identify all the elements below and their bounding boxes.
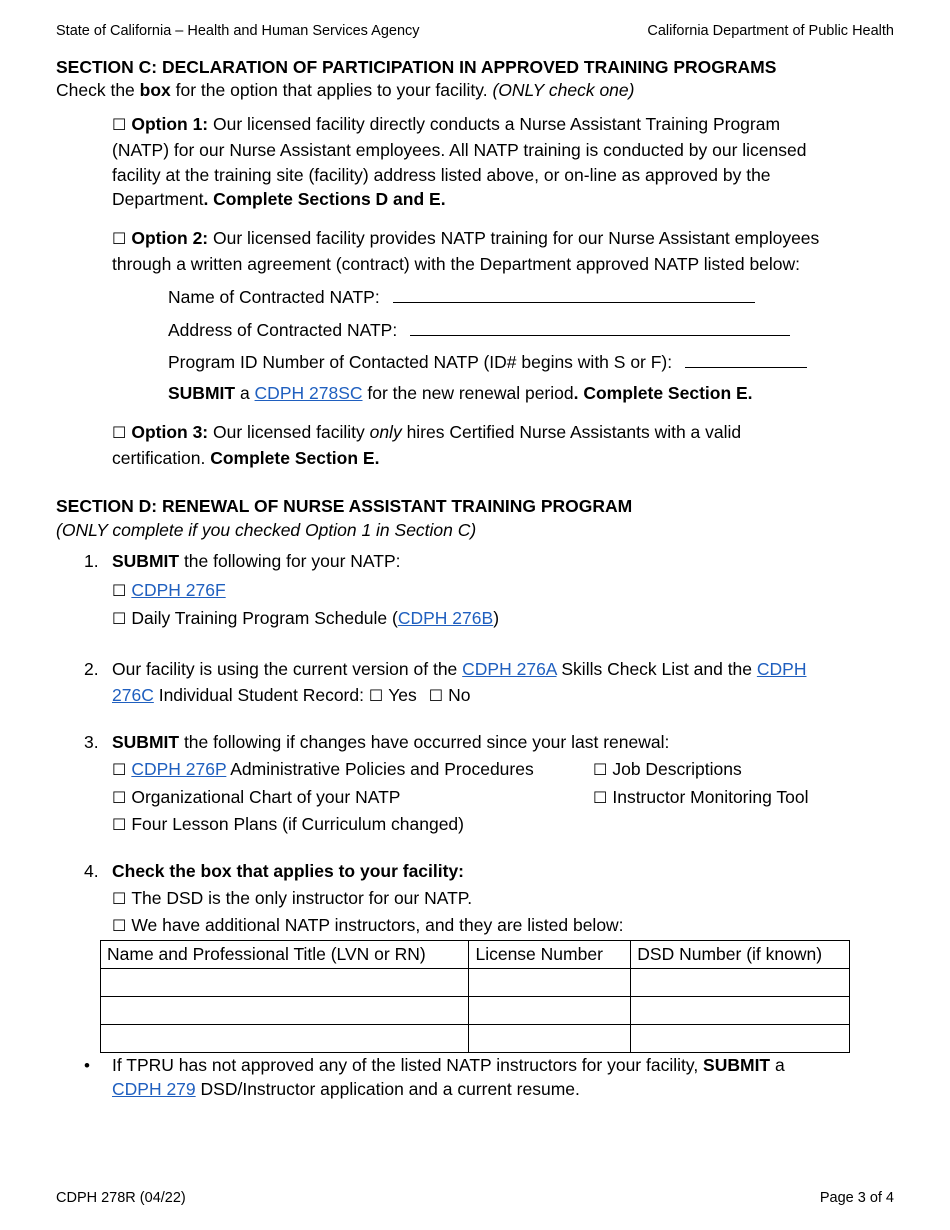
table-cell[interactable] bbox=[469, 969, 631, 997]
contracted-name-row bbox=[168, 288, 755, 307]
table-row bbox=[101, 997, 850, 1025]
policies-label: Administrative Policies and Procedures bbox=[226, 759, 534, 779]
monitoring-tool-checkbox[interactable]: ☐ bbox=[593, 788, 608, 807]
job-descriptions-row bbox=[593, 761, 742, 779]
monitoring-tool-row bbox=[593, 789, 809, 807]
item1-276f-row bbox=[112, 582, 226, 600]
item2-record: Individual Student Record: bbox=[153, 685, 369, 705]
item1-text bbox=[112, 553, 401, 571]
job-descriptions-checkbox[interactable]: ☐ bbox=[593, 760, 608, 779]
table-row bbox=[101, 1025, 850, 1053]
submit-bold: SUBMIT bbox=[168, 383, 236, 403]
cdph-276p-link[interactable]: CDPH 276P bbox=[131, 759, 227, 779]
option1-label: Option 1: bbox=[131, 114, 209, 134]
bullet-text: If TPRU has not approved any of the listed NATP instructors for your facility, bbox=[112, 1055, 704, 1075]
option2-line1 bbox=[112, 230, 819, 248]
table-cell[interactable] bbox=[469, 1025, 631, 1053]
schedule-checkbox[interactable]: ☐ bbox=[112, 609, 127, 628]
item2-line1 bbox=[112, 661, 806, 679]
submit-complete: . Complete Section E. bbox=[573, 383, 753, 403]
table-cell[interactable] bbox=[101, 969, 469, 997]
section-d-title: SECTION D: RENEWAL OF NURSE ASSISTANT TRAINING PROGRAM bbox=[56, 496, 633, 516]
item1-submit: SUBMIT bbox=[112, 551, 180, 571]
program-id-row bbox=[168, 353, 807, 372]
instructor-table bbox=[100, 940, 850, 1053]
option3-text: Our licensed facility bbox=[208, 422, 370, 442]
item3-desc: the following if changes have occurred since your last renewal: bbox=[179, 732, 670, 752]
org-chart-label: Organizational Chart of your NATP bbox=[131, 787, 401, 807]
job-descriptions-label: Job Descriptions bbox=[612, 759, 742, 779]
contracted-name-label: Name of Contracted NATP: bbox=[168, 287, 380, 307]
option3-complete: Complete Section E. bbox=[210, 448, 380, 468]
bullet-glyph: • bbox=[84, 1056, 90, 1075]
lesson-plans-checkbox[interactable]: ☐ bbox=[112, 815, 127, 834]
no-checkbox[interactable]: ☐ bbox=[428, 686, 444, 705]
cdph-276p-checkbox[interactable]: ☐ bbox=[112, 760, 127, 779]
dsd-only-label: The DSD is the only instructor for our NATP. bbox=[131, 888, 473, 908]
item3-text bbox=[112, 734, 669, 752]
option2-text: Our licensed facility provides NATP training for our Nurse Assistant employees bbox=[208, 228, 820, 248]
schedule-text: Daily Training Program Schedule ( bbox=[131, 608, 398, 628]
option2-submit-line bbox=[168, 385, 753, 403]
item1-number: 1. bbox=[84, 551, 99, 571]
lesson-plans-row bbox=[112, 816, 464, 834]
option2-label: Option 2: bbox=[131, 228, 209, 248]
option3-text-2: hires Certified Nurse Assistants with a valid bbox=[401, 422, 742, 442]
item4-title: Check the box that applies to your facility: bbox=[112, 861, 465, 881]
item2-number: 2. bbox=[84, 659, 99, 679]
item3-submit: SUBMIT bbox=[112, 732, 180, 752]
schedule-close: ) bbox=[493, 608, 500, 628]
option2-line2: through a written agreement (contract) with the Department approved NATP listed below: bbox=[112, 254, 801, 274]
additional-instructors-row bbox=[112, 917, 624, 935]
cdph-279-link[interactable]: CDPH 279 bbox=[112, 1079, 196, 1099]
instr-text: Check the bbox=[56, 80, 140, 100]
option1-complete: . Complete Sections D and E. bbox=[203, 189, 446, 209]
header-agency: State of California – Health and Human Services Agency bbox=[56, 23, 420, 39]
section-c-title: SECTION C: DECLARATION OF PARTICIPATION IN APPROVED TRAINING PROGRAMS bbox=[56, 57, 777, 77]
bullet-line1 bbox=[112, 1057, 785, 1075]
header-dsd-number: DSD Number (if known) bbox=[631, 941, 850, 969]
monitoring-tool-label: Instructor Monitoring Tool bbox=[612, 787, 809, 807]
option1-line3: facility at the training site (facility) address listed above, or on-line as approved by the bbox=[112, 165, 771, 185]
bullet-submit: SUBMIT bbox=[703, 1055, 771, 1075]
section-d-subtitle: (ONLY complete if you checked Option 1 in Section C) bbox=[56, 520, 477, 540]
org-chart-checkbox[interactable]: ☐ bbox=[112, 788, 127, 807]
option1-line2: (NATP) for our Nurse Assistant employees. All NATP training is conducted by our licensed bbox=[112, 140, 807, 160]
item4-number: 4. bbox=[84, 861, 99, 881]
cdph-276f-link[interactable]: CDPH 276F bbox=[131, 580, 226, 600]
no-label: No bbox=[448, 685, 471, 705]
footer-page-number: Page 3 of 4 bbox=[819, 1190, 894, 1206]
table-cell[interactable] bbox=[469, 997, 631, 1025]
table-header-row bbox=[101, 941, 850, 969]
cdph-276a-link[interactable]: CDPH 276A bbox=[462, 659, 557, 679]
table-row bbox=[101, 969, 850, 997]
option1-text: Our licensed facility directly conducts a Nurse Assistant Training Program bbox=[208, 114, 781, 134]
cdph-278sc-link[interactable]: CDPH 278SC bbox=[254, 383, 363, 403]
table-cell[interactable] bbox=[631, 1025, 850, 1053]
contracted-address-row bbox=[168, 321, 790, 340]
option3-only: only bbox=[369, 422, 402, 442]
table-cell[interactable] bbox=[101, 997, 469, 1025]
item2-text-2: Skills Check List and the bbox=[556, 659, 757, 679]
option3-certification: certification. bbox=[112, 448, 211, 468]
dsd-only-checkbox[interactable]: ☐ bbox=[112, 889, 127, 908]
option3-checkbox[interactable]: ☐ bbox=[112, 423, 127, 442]
header-license-number: License Number bbox=[469, 941, 631, 969]
contracted-address-label: Address of Contracted NATP: bbox=[168, 320, 398, 340]
option2-checkbox[interactable]: ☐ bbox=[112, 229, 127, 248]
option3-line2 bbox=[112, 450, 379, 468]
option1-checkbox[interactable]: ☐ bbox=[112, 115, 127, 134]
submit-a: a bbox=[235, 383, 255, 403]
item3-number: 3. bbox=[84, 732, 99, 752]
section-c-instructions bbox=[56, 82, 634, 100]
submit-rest: for the new renewal period bbox=[362, 383, 574, 403]
option3-line1 bbox=[112, 424, 741, 442]
cdph-276f-checkbox[interactable]: ☐ bbox=[112, 581, 127, 600]
program-id-field[interactable] bbox=[685, 353, 807, 368]
item2-line2 bbox=[112, 687, 470, 705]
table-cell[interactable] bbox=[631, 997, 850, 1025]
contracted-name-field[interactable] bbox=[393, 288, 755, 303]
item2-text: Our facility is using the current version of the bbox=[112, 659, 463, 679]
instr-bold: box bbox=[139, 80, 171, 100]
cdph-276c-link-part1[interactable]: CDPH bbox=[756, 659, 807, 679]
option1-line1 bbox=[112, 116, 780, 134]
footer-form-id: CDPH 278R (04/22) bbox=[56, 1190, 186, 1206]
item1-desc: the following for your NATP: bbox=[179, 551, 401, 571]
option1-line4 bbox=[112, 191, 446, 209]
bullet-line2 bbox=[112, 1081, 580, 1099]
cdph-276b-link[interactable]: CDPH 276B bbox=[397, 608, 494, 628]
lesson-plans-label: Four Lesson Plans (if Curriculum changed) bbox=[131, 814, 464, 834]
option1-department: Department bbox=[112, 189, 204, 209]
instr-text-2: for the option that applies to your facility. bbox=[170, 80, 493, 100]
cdph-276c-link-part2[interactable]: 276C bbox=[112, 685, 154, 705]
table-cell[interactable] bbox=[101, 1025, 469, 1053]
dsd-only-row bbox=[112, 890, 472, 908]
table-cell[interactable] bbox=[631, 969, 850, 997]
org-chart-row bbox=[112, 789, 400, 807]
contracted-address-field[interactable] bbox=[410, 321, 790, 336]
instr-italic: (ONLY check one) bbox=[492, 80, 635, 100]
header-department: California Department of Public Health bbox=[647, 23, 894, 39]
additional-instructors-checkbox[interactable]: ☐ bbox=[112, 916, 127, 935]
program-id-label: Program ID Number of Contacted NATP (ID# begins with S or F): bbox=[168, 352, 673, 372]
item1-schedule-row bbox=[112, 610, 499, 628]
yes-checkbox[interactable]: ☐ bbox=[368, 686, 384, 705]
option3-label: Option 3: bbox=[131, 422, 209, 442]
bullet-application: DSD/Instructor application and a current resume. bbox=[195, 1079, 580, 1099]
policies-row bbox=[112, 761, 534, 779]
additional-instructors-label: We have additional NATP instructors, and they are listed below: bbox=[131, 915, 624, 935]
header-name-title: Name and Professional Title (LVN or RN) bbox=[101, 941, 469, 969]
yes-label: Yes bbox=[388, 685, 417, 705]
bullet-a: a bbox=[770, 1055, 785, 1075]
